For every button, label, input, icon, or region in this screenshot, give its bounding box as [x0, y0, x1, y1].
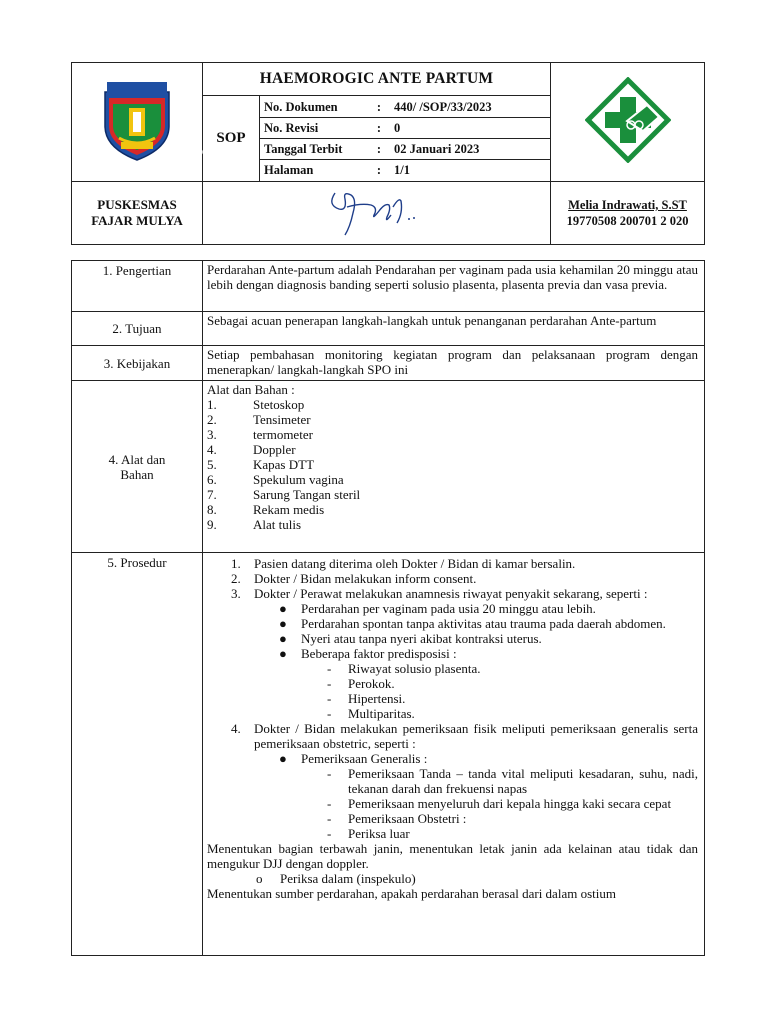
document-number: 440/ /SOP/33/2023 [390, 97, 550, 118]
dash-item: - Perokok. [327, 676, 395, 691]
section-text: Setiap pembahasan monitoring kegiatan program dan pelaksanaan program dengan menerapkan/ langkah-langkah SPO ini [203, 346, 705, 381]
meta-row: No. Revisi : 0 [260, 118, 550, 139]
list-item: 6. Spekulum vagina [207, 472, 344, 487]
meta-row: Tanggal Terbit : 02 Januari 2023 [260, 139, 550, 160]
meta-row: No. Dokumen : 440/ /SOP/33/2023 [260, 97, 550, 118]
handwritten-signature-icon [317, 183, 437, 239]
section-label: 5. Prosedur [72, 553, 203, 956]
head-name: Melia Indrawati, S.ST [568, 198, 687, 212]
list-item: 9. Alat tulis [207, 517, 302, 532]
bullet-item: ● Perdarahan per vaginam pada usia 20 minggu atau lebih. [279, 601, 596, 616]
list-item: 3. termometer [207, 427, 313, 442]
section-kebijakan [72, 346, 705, 381]
document-title: HAEMOROGIC ANTE PARTUM [203, 63, 551, 96]
list-item: 5. Kapas DTT [207, 457, 315, 472]
list-item: 4. Doppler [207, 442, 296, 457]
section-text: Sebagai acuan penerapan langkah-langkah untuk penanganan perdarahan Ante-partum [203, 312, 705, 346]
head-nip: 19770508 200701 2 020 [566, 214, 689, 228]
dash-item: - Pemeriksaan Tanda – tanda vital meliputi kesadaran, suhu, nadi, tekanan darah dan frekuensi napas [327, 766, 698, 796]
dash-item: - Pemeriksaan menyeluruh dari kepala hingga kaki secara cepat [327, 796, 672, 811]
dash-item: - Multiparitas. [327, 706, 415, 721]
dash-item: - Riwayat solusio plasenta. [327, 661, 481, 676]
paragraph: Menentukan sumber perdarahan, apakah perdarahan berasal dari dalam ostium [207, 886, 616, 901]
list-item: 1. Stetoskop [207, 397, 305, 412]
signature-cell [203, 182, 551, 245]
section-label: 1. Pengertian [72, 261, 203, 312]
issue-date: 02 Januari 2023 [390, 139, 550, 160]
sop-label: SOP [203, 96, 260, 182]
document-header [71, 62, 705, 245]
bullet-item: ● Nyeri atau tanpa nyeri akibat kontraksi uterus. [279, 631, 542, 646]
section-tujuan [72, 312, 705, 346]
step-item: 1. Pasien datang diterima oleh Dokter / Bidan di kamar bersalin. [231, 556, 576, 571]
section-alat-bahan [72, 381, 705, 553]
head-of-puskesmas [551, 182, 705, 245]
puskesmas-cross-logo-icon [585, 77, 671, 163]
section-text: Alat dan Bahan : 1. Stetoskop 2. Tensimeter 3. termometer 4. Doppler 5. Kapas DTT 6. Spekulum vagina 7. Sarung Tangan steril 8. Rekam medis 9. Alat tulis [203, 381, 705, 553]
section-pengertian [72, 261, 705, 312]
organization-name: PUSKESMAS FAJAR MULYA [72, 182, 203, 245]
dash-item: - Hipertensi. [327, 691, 406, 706]
bullet-item: ● Perdarahan spontan tanpa aktivitas atau trauma pada daerah abdomen. [279, 616, 666, 631]
emblem-banner-text: PRINGSEWU [182, 147, 233, 157]
circle-item: o Periksa dalam (inspekulo) [256, 871, 416, 886]
section-text [203, 553, 705, 956]
paragraph: Menentukan bagian terbawah janin, menentukan letak janin ada kelainan atau tidak dan mengukur DJJ dengan doppler. [207, 841, 698, 871]
list-item: 8. Rekam medis [207, 502, 325, 517]
step-item: 2. Dokter / Bidan melakukan inform consent. [231, 571, 477, 586]
section-label: 4. Alat dan Bahan [72, 381, 203, 553]
step-item: 3. Dokter / Perawat melakukan anamnesis riwayat penyakit sekarang, seperti : [231, 586, 648, 601]
section-text: Perdarahan Ante-partum adalah Pendarahan per vaginam pada usia kehamilan 20 minggu atau lebih dengan diagnosis banding seperti solusio plasenta, plasenta previa dan vasa previa. [203, 261, 705, 312]
list-item: 7. Sarung Tangan steril [207, 487, 361, 502]
document-meta-table [260, 97, 550, 180]
list-item: 2. Tensimeter [207, 412, 311, 427]
bullet-item: ● Beberapa faktor predisposisi : [279, 646, 457, 661]
dash-item: - Periksa luar [327, 826, 410, 841]
section-prosedur [72, 553, 705, 956]
bullet-item: ● Pemeriksaan Generalis : [279, 751, 428, 766]
sop-content-table [71, 260, 705, 956]
document-meta-cell [260, 96, 551, 182]
revision-number: 0 [390, 118, 550, 139]
page-count: 1/1 [394, 162, 410, 177]
section-label: 2. Tujuan [72, 312, 203, 346]
dash-item: - Pemeriksaan Obstetri : [327, 811, 467, 826]
section-label: 3. Kebijakan [72, 346, 203, 381]
puskesmas-logo-cell [551, 63, 705, 182]
meta-row: Halaman : 1/1 [260, 160, 550, 181]
step-item: 4. Dokter / Bidan melakukan pemeriksaan fisik meliputi pemeriksaan generalis serta pemeriksaan obstetric, seperti : [231, 721, 698, 751]
